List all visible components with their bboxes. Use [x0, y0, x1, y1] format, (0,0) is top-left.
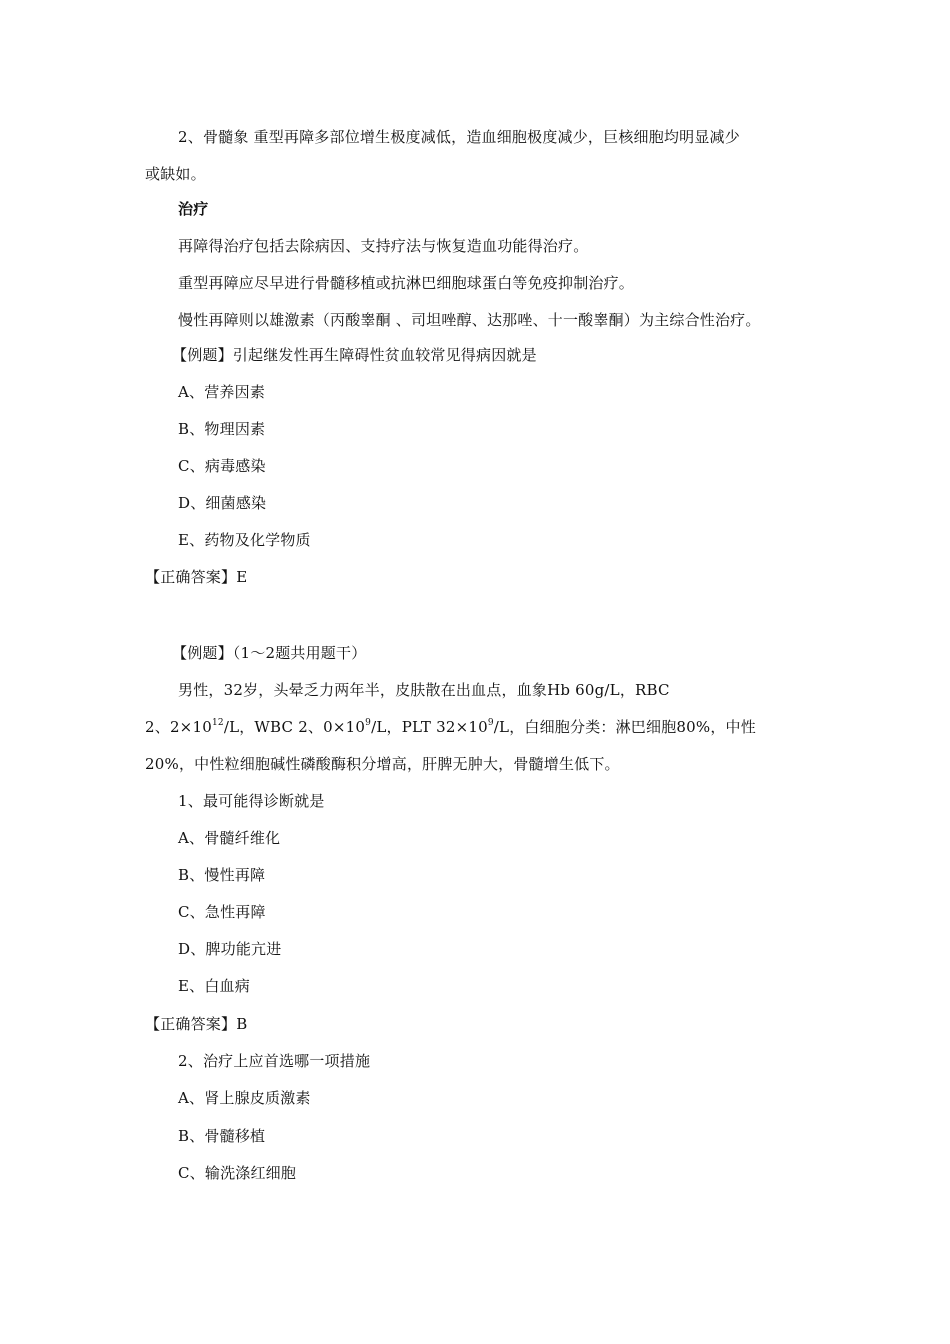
marrow-paragraph-line-1: 2、骨髓象 重型再障多部位增生极度减低，造血细胞极度减少，巨核细胞均明显减少 [178, 128, 740, 146]
marrow-paragraph-line-2: 或缺如。 [145, 165, 206, 183]
case-stem-line-1: 男性，32岁，头晕乏力两年半，皮肤散在出血点，血象Hb 60g/L，RBC [178, 681, 670, 699]
treatment-text-3: 慢性再障则以雄激素（丙酸睾酮 、司坦唑醇、达那唑、十一酸睾酮）为主综合性治疗。 [178, 311, 761, 329]
question-1-option-b: B、慢性再障 [178, 866, 266, 884]
question-1: 1、最可能得诊断就是 [178, 792, 325, 810]
question-1-option-c: C、急性再障 [178, 903, 266, 921]
case-stem-line-3: 20%，中性粒细胞碱性磷酸酶积分增高，肝脾无肿大，骨髓增生低下。 [145, 755, 620, 773]
section-heading-treatment: 治疗 [178, 200, 209, 218]
question-2-option-a: A、肾上腺皮质激素 [178, 1089, 311, 1107]
example-1-option-a: A、营养因素 [178, 383, 266, 401]
example-1-option-c: C、病毒感染 [178, 457, 266, 475]
example-1-option-e: E、药物及化学物质 [178, 531, 311, 549]
example-2-title: 【例题】（1～2题共用题干） [172, 644, 367, 662]
example-1-option-b: B、物理因素 [178, 420, 266, 438]
question-2-option-b: B、骨髓移植 [178, 1127, 266, 1145]
treatment-text-1: 再障得治疗包括去除病因、支持疗法与恢复造血功能得治疗。 [178, 237, 589, 255]
question-1-answer: 【正确答案】B [145, 1015, 248, 1033]
question-2-option-c: C、输洗涤红细胞 [178, 1164, 297, 1182]
example-1-question: 【例题】引起继发性再生障碍性贫血较常见得病因就是 [172, 346, 537, 364]
example-1-answer: 【正确答案】E [145, 568, 248, 586]
case-stem-line-2: 2、$2\times 10^{12}/L$，WBC 2、$0\times 10^9/L$，PLT $32\times 10^9/L$，白细胞分类：淋巴细胞80%，中性 [145, 718, 756, 736]
treatment-text-2: 重型再障应尽早进行骨髓移植或抗淋巴细胞球蛋白等免疫抑制治疗。 [178, 274, 635, 292]
example-1-option-d: D、细菌感染 [178, 494, 267, 512]
question-1-option-d: D、脾功能亢进 [178, 940, 282, 958]
question-1-option-e: E、白血病 [178, 977, 250, 995]
question-1-option-a: A、骨髓纤维化 [178, 829, 281, 847]
question-2: 2、治疗上应首选哪一项措施 [178, 1052, 371, 1070]
